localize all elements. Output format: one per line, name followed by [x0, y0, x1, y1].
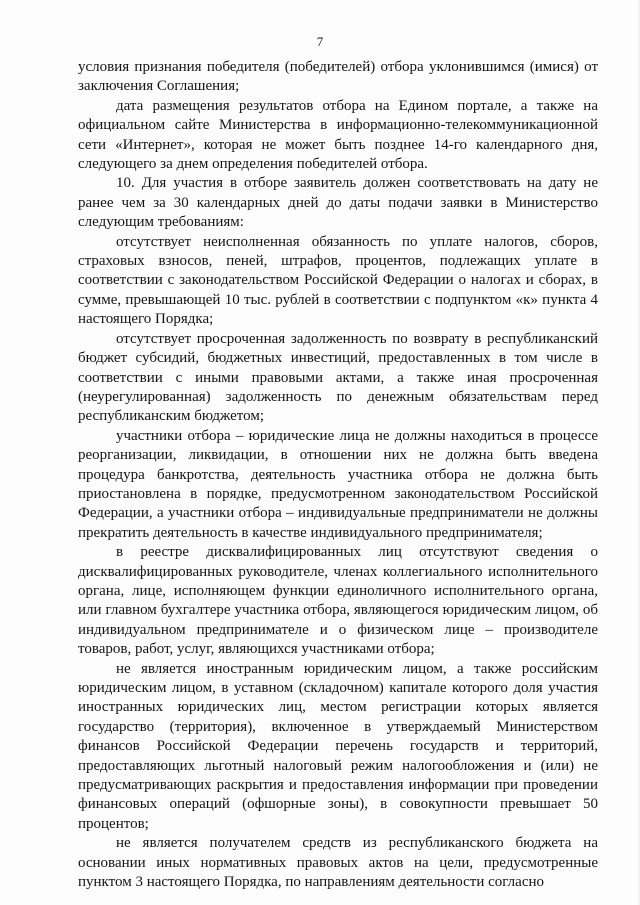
paragraph-8: не является иностранным юридическим лицом, а также российским юридическим лицом, в уставном (складочном) капитале которого доля участия иностранных юридических лиц, местом регистрации которых является государство (территория), включенное в утверждаемый Министерством финансов Российской Федерации перечень государств и территорий, предоставляющих льготный налоговый режим налогообложения и (или) не предусматривающих раскрытия и предоставления информации при проведении финансовых операций (офшорные зоны), в совокупности превышает 50 процентов; — [78, 660, 598, 832]
paragraph-3: 10. Для участия в отборе заявитель должен соответствовать на дату не ранее чем за 30 календарных дней до даты подачи заявки в Министерство следующим требованиям: — [78, 175, 598, 231]
paragraph-6: участники отбора – юридические лица не должны находиться в процессе реорганизации, ликвидации, в отношении них не должна быть введена процедура банкротства, деятельность участника отбора не должна быть приостановлена в порядке, предусмотренном законодательством Российской Федерации, а участники отбора – индивидуальные предприниматели не должны прекратить деятельность в качестве индивидуального предпринимателя; — [78, 427, 598, 541]
page-number: 7 — [316, 34, 324, 49]
document-body — [78, 58, 598, 892]
paragraph-2: дата размещения результатов отбора на Едином портале, а также на официальном сайте Министерства в информационно-телекоммуникационной сети «Интернет», которая не может быть позднее 14-го календарного дня, следующего за днем определения победителей отбора. — [78, 97, 598, 173]
paragraph-4: отсутствует неисполненная обязанность по уплате налогов, сборов, страховых взносов, пеней, штрафов, процентов, подлежащих уплате в соответствии с законодательством Российской Федерации о налогах и сборах, в сумме, превышающей 10 тыс. рублей в соответствии с подпунктом «к» пункта 4 настоящего Порядка; — [78, 233, 598, 328]
paragraph-1: условия признания победителя (победителей) отбора уклонившимся (имися) от заключения Соглашения; — [78, 59, 598, 95]
paragraph-5: отсутствует просроченная задолженность по возврату в республиканский бюджет субсидий, бюджетных инвестиций, предоставленных в том числе в соответствии с иными правовыми актами, а также иная просроченная (неурегулированная) задолженность по денежным обязательствам перед республиканским бюджетом; — [78, 330, 598, 425]
paragraph-7: в реестре дисквалифицированных лиц отсутствуют сведения о дисквалифицированных руководителе, членах коллегиального исполнительного органа, лице, исполняющем функции единоличного исполнительного органа, или главном бухгалтере участника отбора, являющегося юридическим лицом, об индивидуальном предпринимателе и о физическом лице – производителе товаров, работ, услуг, являющихся участниками отбора; — [78, 544, 598, 658]
paragraph-9: не является получателем средств из республиканского бюджета на основании иных нормативных правовых актов на цели, предусмотренные пунктом 3 настоящего Порядка, по направлениям деятельности согласно — [78, 835, 598, 891]
